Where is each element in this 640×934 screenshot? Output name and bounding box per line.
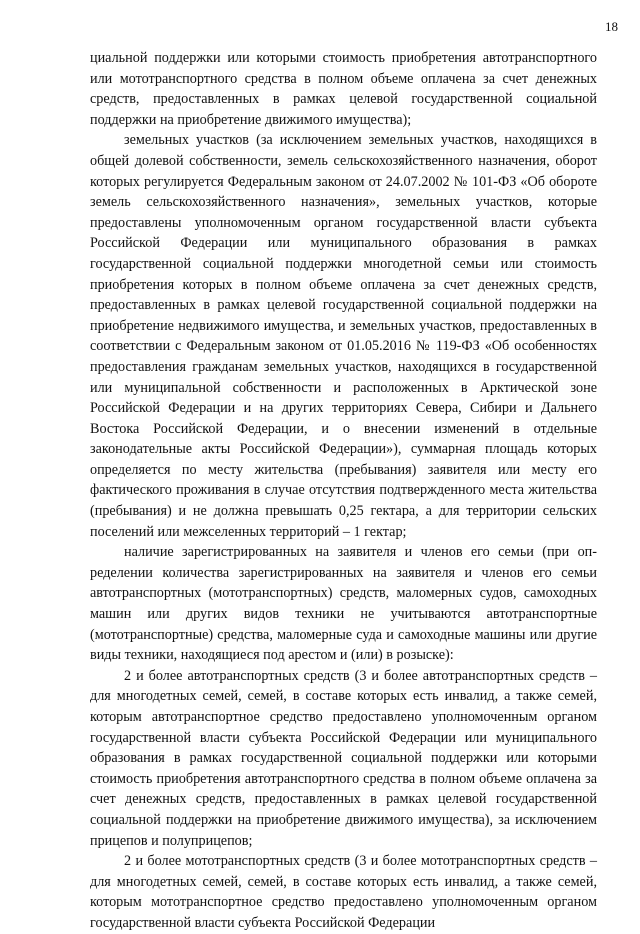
paragraph-continuation: циальной поддержки или которыми стоимость приобретения автотранспортного или мототранспортного средства в полном объеме оплачена за счет денежных средств, предоставленных в рамках целевой государственной социальной поддержки на приобретение движимого имущества); <box>90 50 597 128</box>
paragraph-registered-vehicles: наличие зарегистрированных на заявителя и членов его семьи (при определении количества зарегистрированных на заявителя и членов его семьи автотранспортных (мототранспортных) средств, маломерных судов, самоходных машин или других видов техники не учитываются автотранспортные (мототранспортные) средства, маломерные суда и самоходные машины или другие виды техники, находящиеся под арестом и (или) в розыске): <box>90 544 597 664</box>
paragraph-land-plots: земельных участков (за исключением земельных участков, находящихся в общей долевой собственности, земель сельскохозяйственного назначения, оборот которых регулируется Федеральным законом от 24.07.2002 № 101-ФЗ «Об обороте земель сельскохозяйственного назначения», земельных участков, которые предоставлены уполномоченным органом государственной власти субъекта Российской Федерации или муниципального образования в рамках государственной социальной поддержки многодетной семьи или стоимость приобретения которых в полном объеме оплачена за счет денежных средств, предоставленных в рамках целевой государственной социальной поддержки на приобретение недвижимого имущества, и земельных участков, предоставленных в соответствии с Федеральным законом от 01.05.2016 № 119-ФЗ «Об особенностях предоставления гражданам земельных участков, находящихся в государственной или муниципальной собственности и расположенных в Арктической зоне Российской Федерации и на других территориях Севера, Сибири и Дальнего Востока Российской Федерации, и о внесении изменений в отдельные законодательные акты Российской Федерации»), суммарная площадь которых определяется по месту жительства (пребывания) заявителя или месту его фактического проживания в случае отсутствия подтвержденного места жительства (пребывания) и не должна превышать 0,25 гектара, а для территории сельских поселений или межселенных территорий – 1 гектар; <box>90 132 597 540</box>
paragraph-motorcycles: 2 и более мототранспортных средств (3 и более мототранспортных средств – для многодетных семей, семей, в составе которых есть инвалид, а также семей, которым мототранспортное средство предоставлено уполномоченным органом государственной власти субъекта Российской Федерации <box>90 853 597 931</box>
paragraph-motor-vehicles: 2 и более автотранспортных средств (3 и более автотранспортных средств – для многодетных семей, семей, в составе которых есть инвалид, а также семей, которым автотранспортное средство предоставлено уполномоченным органом государственной власти субъекта Российской Федерации или муниципального образования в рамках государственной социальной поддержки или которыми стоимость приобретения автотранспортного средства в полном объеме оплачена за счет денежных средств, предоставленных в рамках целевой государственной социальной поддержки на приобретение движимого имущества), за исключением прицепов и полуприцепов; <box>90 667 597 849</box>
page-number: 18 <box>605 19 618 34</box>
document-body <box>90 48 597 934</box>
